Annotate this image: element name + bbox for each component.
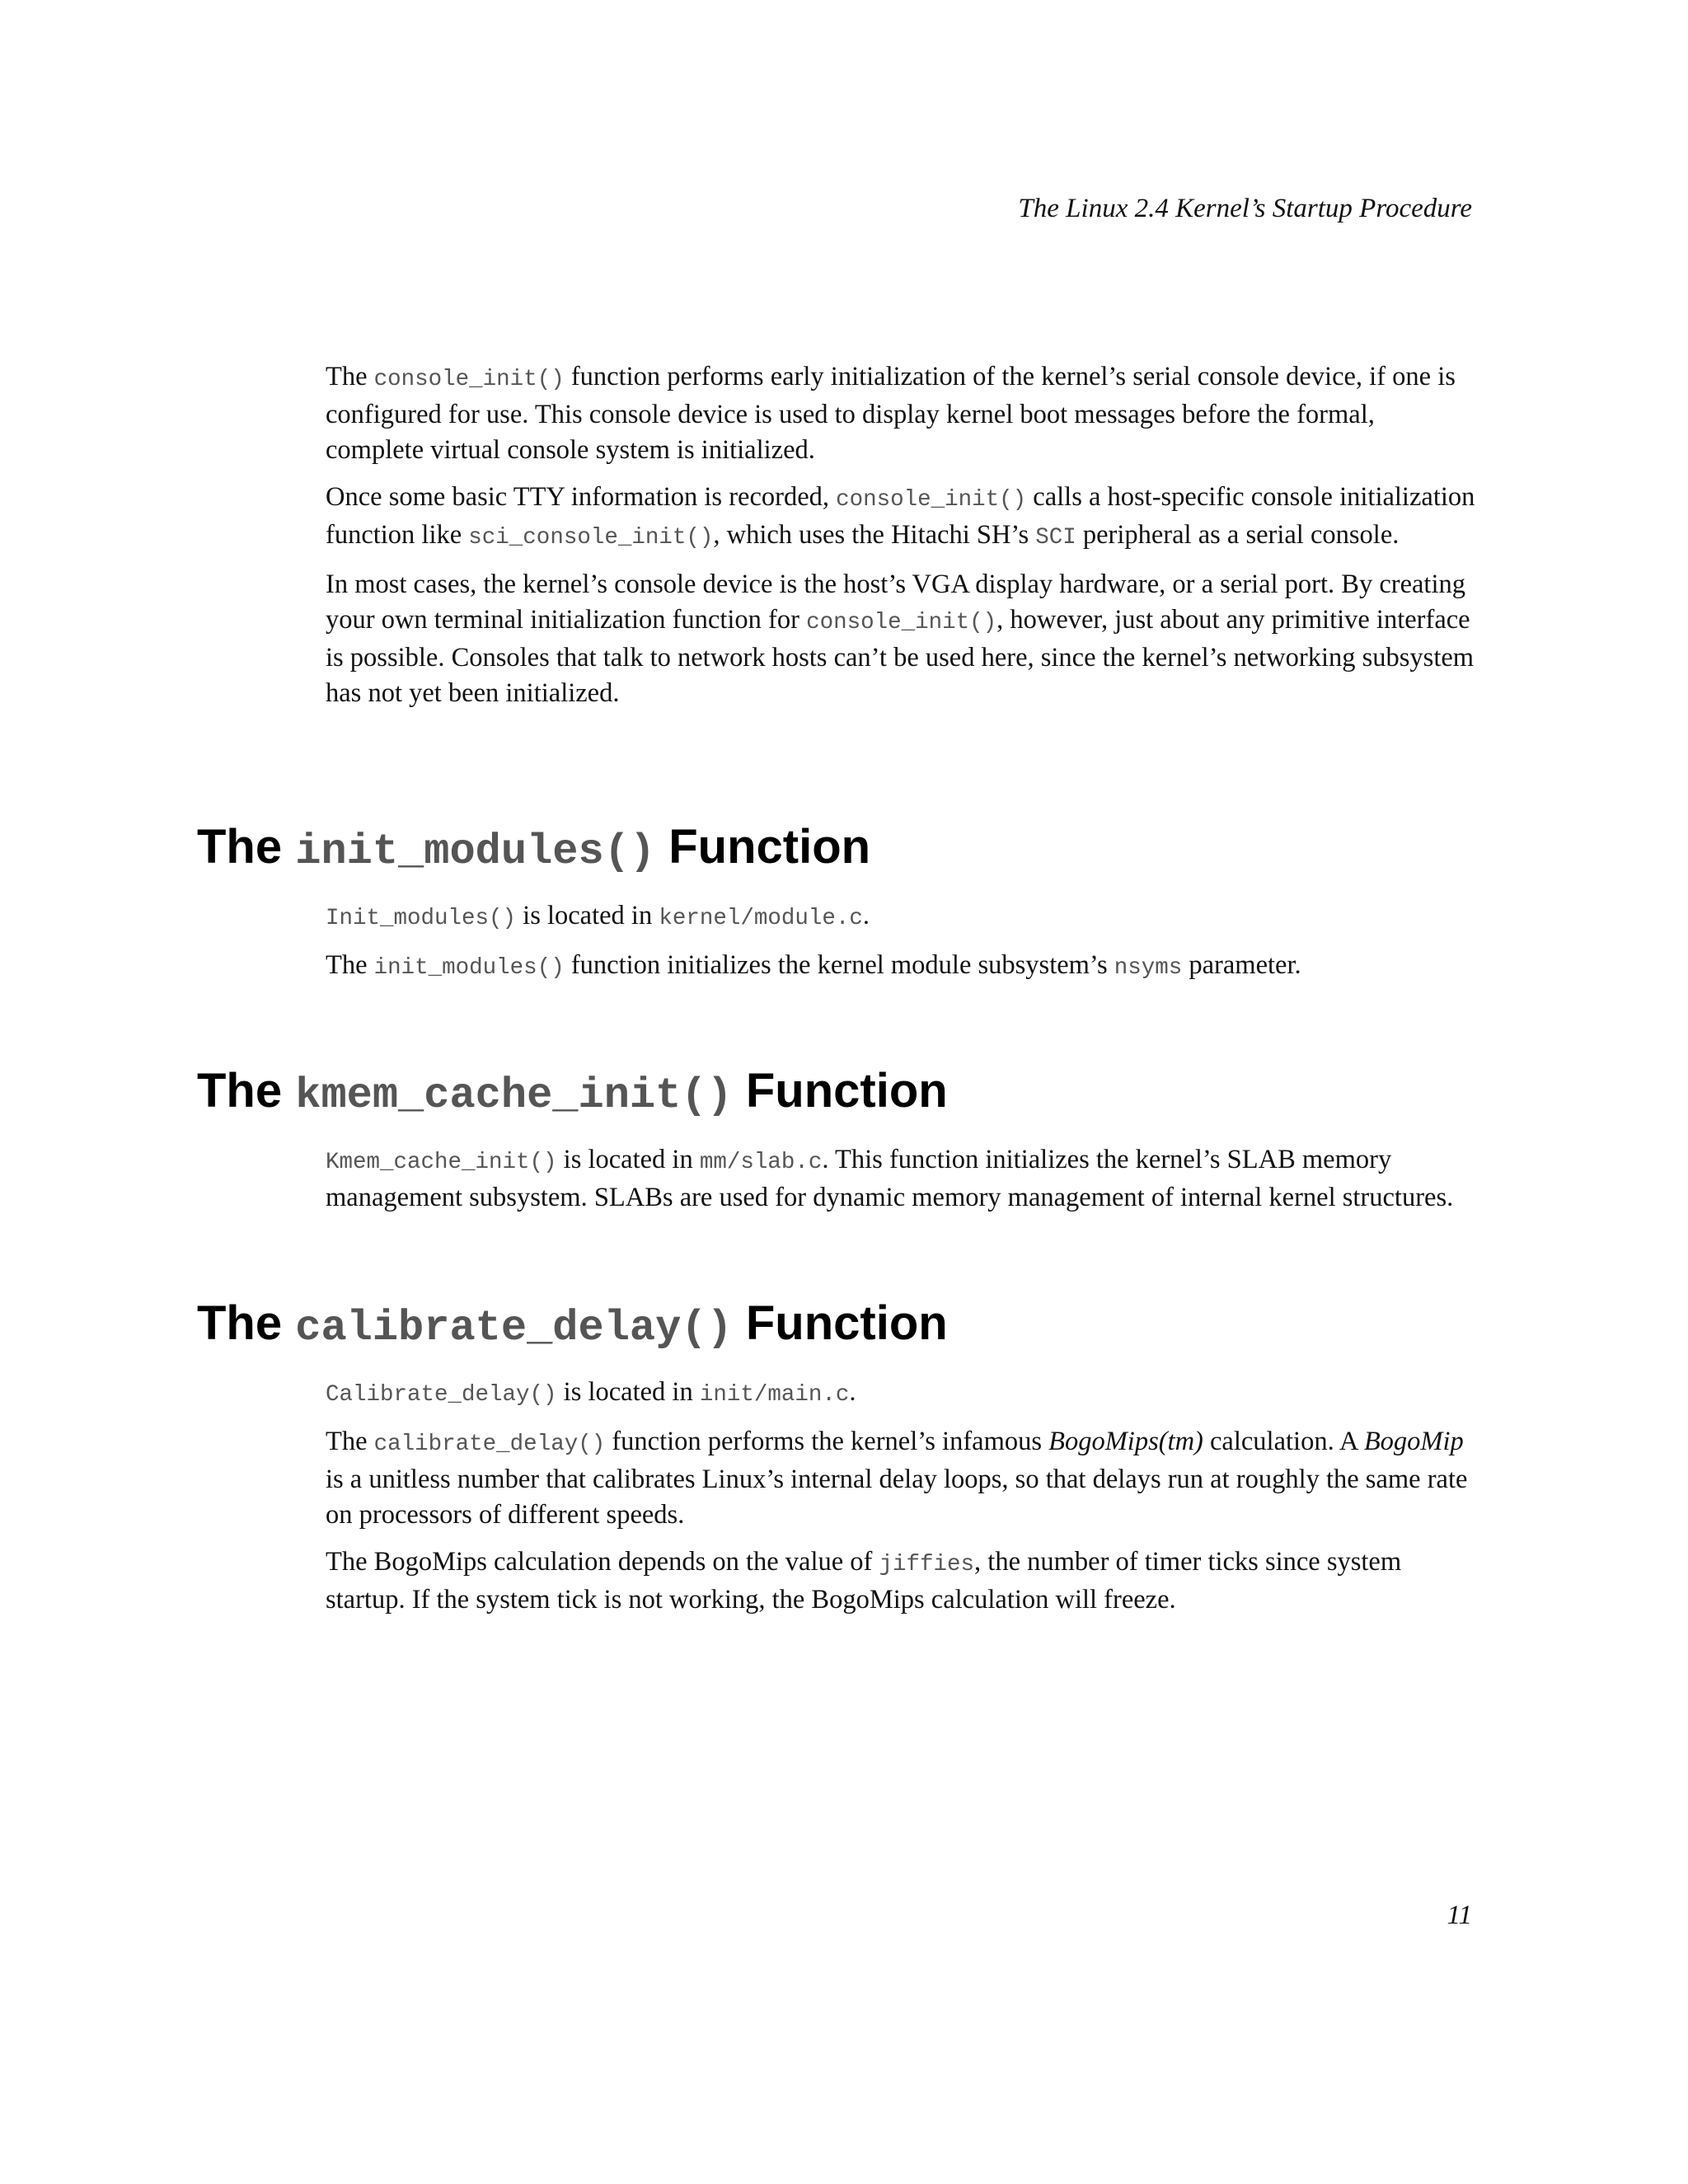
init-modules-section	[197, 816, 1483, 997]
section-heading: The init_modules() Function	[197, 820, 871, 876]
code-sci: SCI	[1035, 525, 1076, 551]
kmem-cache-init-section	[197, 1060, 1483, 1227]
paragraph: In most cases, the kernel’s console device is the host’s VGA display hardware, or a serial port. By creating your own terminal initialization function for console_init(), however, just about any primitive interface is possible. Consoles that talk to network hosts can’t be used here, since the kernel’s networking subsystem has not yet been initialized.	[326, 569, 1475, 708]
paragraph: Init_modules() is located in kernel/module.c.	[326, 901, 870, 931]
calibrate-delay-section	[197, 1292, 1483, 1629]
console-init-section	[326, 359, 1479, 723]
code-console-init: console_init()	[836, 487, 1027, 513]
paragraph: Calibrate_delay() is located in init/main.c.	[326, 1377, 856, 1408]
paragraph: The calibrate_delay() function performs the kernel’s infamous BogoMips(tm) calculation. A BogoMip is a unitless number that calibrates Linux’s internal delay loops, so that delays run at roughly the same rate on processors of different speeds.	[326, 1427, 1468, 1530]
paragraph: The BogoMips calculation depends on the value of jiffies, the number of timer ticks since system startup. If the system tick is not working, the BogoMips calculation will freeze.	[326, 1547, 1402, 1615]
page-number: 11	[1447, 1900, 1472, 1930]
paragraph: Kmem_cache_init() is located in mm/slab.c. This function initializes the kernel’s SLAB memory management subsystem. SLABs are used for dynamic memory management of internal kernel structures.	[326, 1145, 1454, 1212]
paragraph: The console_init() function performs early initialization of the kernel’s serial console device, if one is configured for use. This console device is used to display kernel boot messages before the formal, complete virtual console system is initialized.	[326, 362, 1456, 465]
paragraph: The init_modules() function initializes the kernel module subsystem’s nsyms parameter.	[326, 950, 1301, 981]
paragraph: Once some basic TTY information is recorded, console_init() calls a host-specific console initialization function like sci_console_init(), which uses the Hitachi SH’s SCI peripheral as a serial console.	[326, 482, 1475, 551]
code-console-init: console_init()	[373, 367, 565, 392]
code-sci-console-init: sci_console_init()	[468, 525, 714, 551]
code-console-init: console_init()	[806, 610, 997, 635]
section-heading: The calibrate_delay() Function	[197, 1296, 948, 1352]
running-header: The Linux 2.4 Kernel’s Startup Procedure	[1018, 194, 1472, 223]
section-heading: The kmem_cache_init() Function	[197, 1064, 948, 1120]
